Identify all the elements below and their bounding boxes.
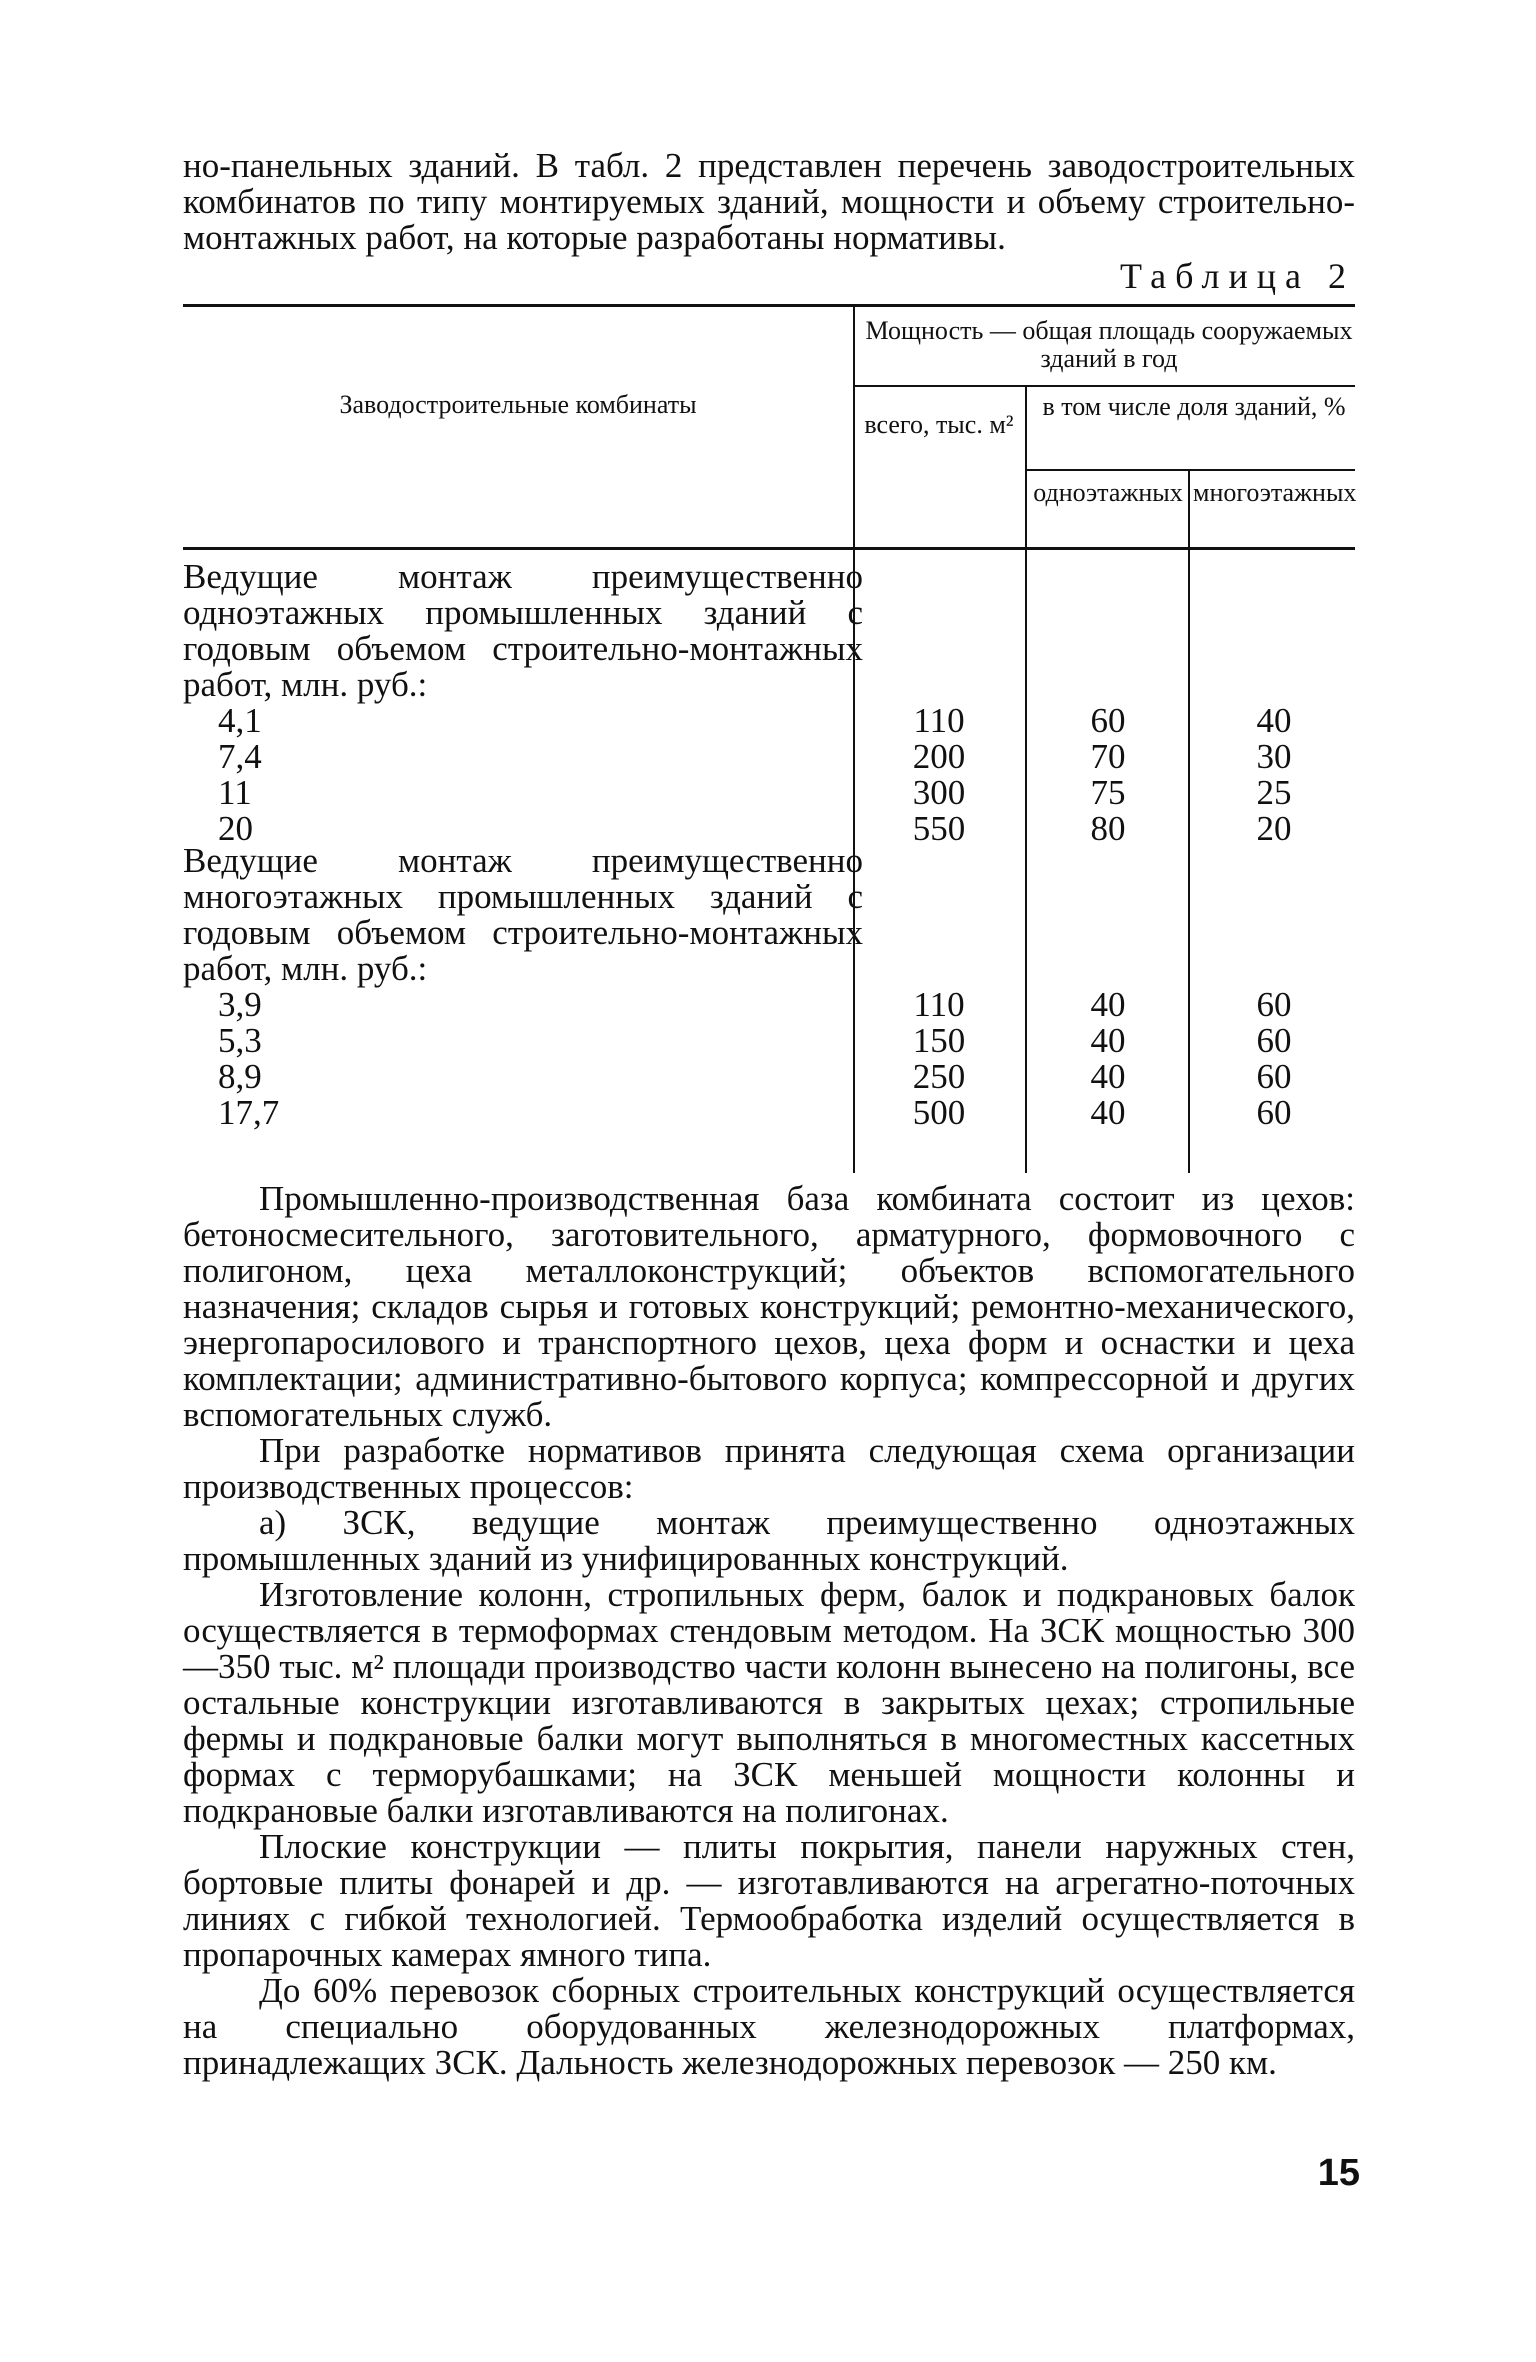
group-title: Ведущие монтаж преимущественно многоэтажных промышленных зданий с годовым объемом строительно-монтажных работ, млн. руб.: [183, 841, 863, 988]
table-caption-label: Таблица [1120, 256, 1310, 296]
multi-share-cell: 40 [1256, 701, 1292, 740]
single-share-cell: 40 [1090, 985, 1126, 1024]
total-cell: 110 [913, 701, 965, 740]
total-cell: 200 [912, 737, 966, 776]
body-paragraph: При разработке нормативов принята следующая схема организации производственных процессов: [183, 1431, 1355, 1506]
single-share-cell: 40 [1090, 1093, 1126, 1132]
header-multi: многоэтажных [1193, 478, 1357, 507]
single-share-cell: 60 [1090, 701, 1126, 740]
multi-share-cell: 25 [1256, 773, 1292, 812]
table-divider [1025, 547, 1027, 1173]
header-single: одноэтажных [1033, 478, 1183, 507]
volume-cell: 17,7 [218, 1093, 280, 1132]
table-caption-number: 2 [1328, 256, 1355, 296]
volume-cell: 7,4 [218, 737, 262, 776]
page-content [183, 148, 1355, 2081]
total-cell: 110 [913, 985, 965, 1024]
page-number: 15 [1317, 2152, 1360, 2194]
single-share-cell: 40 [1090, 1021, 1126, 1060]
multi-share-cell: 20 [1256, 809, 1292, 848]
multi-share-cell: 60 [1256, 1021, 1292, 1060]
volume-cell: 5,3 [218, 1021, 262, 1060]
header-share: в том числе доля зданий, % [1042, 392, 1346, 421]
volume-cell: 8,9 [218, 1057, 262, 1096]
multi-share-cell: 30 [1256, 737, 1292, 776]
total-cell: 250 [912, 1057, 966, 1096]
single-share-cell: 75 [1090, 773, 1126, 812]
volume-cell: 4,1 [218, 701, 262, 740]
header-plants: Заводостроительные комбинаты [339, 390, 697, 419]
body-paragraph: До 60% перевозок сборных строительных конструкций осуществляется на специально оборудованных железнодорожных платформах, принадлежащих ЗСК. Дальность железнодорожных перевозок — 250 км. [183, 1971, 1355, 2082]
volume-cell: 3,9 [218, 985, 262, 1024]
header-total: всего, тыс. м² [864, 410, 1014, 439]
total-cell: 550 [912, 809, 966, 848]
header-capacity: Мощность — общая площадь сооружаемых зданий в год [865, 316, 1353, 373]
table-caption [183, 256, 1355, 296]
body-paragraph: Промышленно-производственная база комбината состоит из цехов: бетоносмесительного, заготовительного, арматурного, формовочного с полигоном, цеха металлоконструкций; объектов вспомогательного назначения; складов сырья и готовых конструкций; ремонтно-механического, энергопаросилового и транспортного цехов, цеха форм и оснастки и цеха комплектации; административно-бытового корпуса; компрессорной и других вспомогательных служб. [183, 1179, 1355, 1434]
single-share-cell: 70 [1090, 737, 1126, 776]
body-paragraph: Плоские конструкции — плиты покрытия, панели наружных стен, бортовые плиты фонарей и др. — изготавливаются на агрегатно-поточных линиях с гибкой технологией. Термообработка изделий осуществляется в пропарочных камерах ямного типа. [183, 1827, 1355, 1974]
multi-share-cell: 60 [1256, 1057, 1292, 1096]
table-divider [853, 307, 855, 547]
multi-share-cell: 60 [1256, 1093, 1292, 1132]
table-divider [1188, 469, 1190, 547]
total-cell: 300 [912, 773, 966, 812]
table-divider [1188, 547, 1190, 1173]
single-share-cell: 80 [1090, 809, 1126, 848]
table-divider [853, 385, 1355, 387]
total-cell: 500 [912, 1093, 966, 1132]
multi-share-cell: 60 [1256, 985, 1292, 1024]
volume-cell: 11 [218, 773, 252, 812]
table-divider [1025, 469, 1355, 471]
table-divider [1025, 385, 1027, 547]
body-paragraph: а) ЗСК, ведущие монтаж преимущественно одноэтажных промышленных зданий из унифицированных конструкций. [183, 1503, 1355, 1578]
total-cell: 150 [912, 1021, 966, 1060]
volume-cell: 20 [218, 809, 253, 848]
table-header-rule [183, 547, 1355, 550]
group-title: Ведущие монтаж преимущественно одноэтажных промышленных зданий с годовым объемом строительно-монтажных работ, млн. руб.: [183, 557, 863, 704]
body-paragraph: Изготовление колонн, стропильных ферм, балок и подкрановых балок осуществляется в термоформах стендовым методом. На ЗСК мощностью 300—350 тыс. м² площади производство части колонн вынесено на полигоны, все остальные конструкции изготавливаются в закрытых цехах; стропильные фермы и подкрановые балки могут выполняться в многоместных кассетных формах с терморубашками; на ЗСК меньшей мощности колонны и подкрановые балки изготавливаются на полигонах. [183, 1575, 1355, 1830]
plants-table [183, 304, 1355, 1173]
intro-paragraph: но-панельных зданий. В табл. 2 представлен перечень заводостроительных комбинатов по типу монтируемых зданий, мощности и объему строительно-монтажных работ, на которые разработаны нормативы. [183, 146, 1355, 257]
single-share-cell: 40 [1090, 1057, 1126, 1096]
